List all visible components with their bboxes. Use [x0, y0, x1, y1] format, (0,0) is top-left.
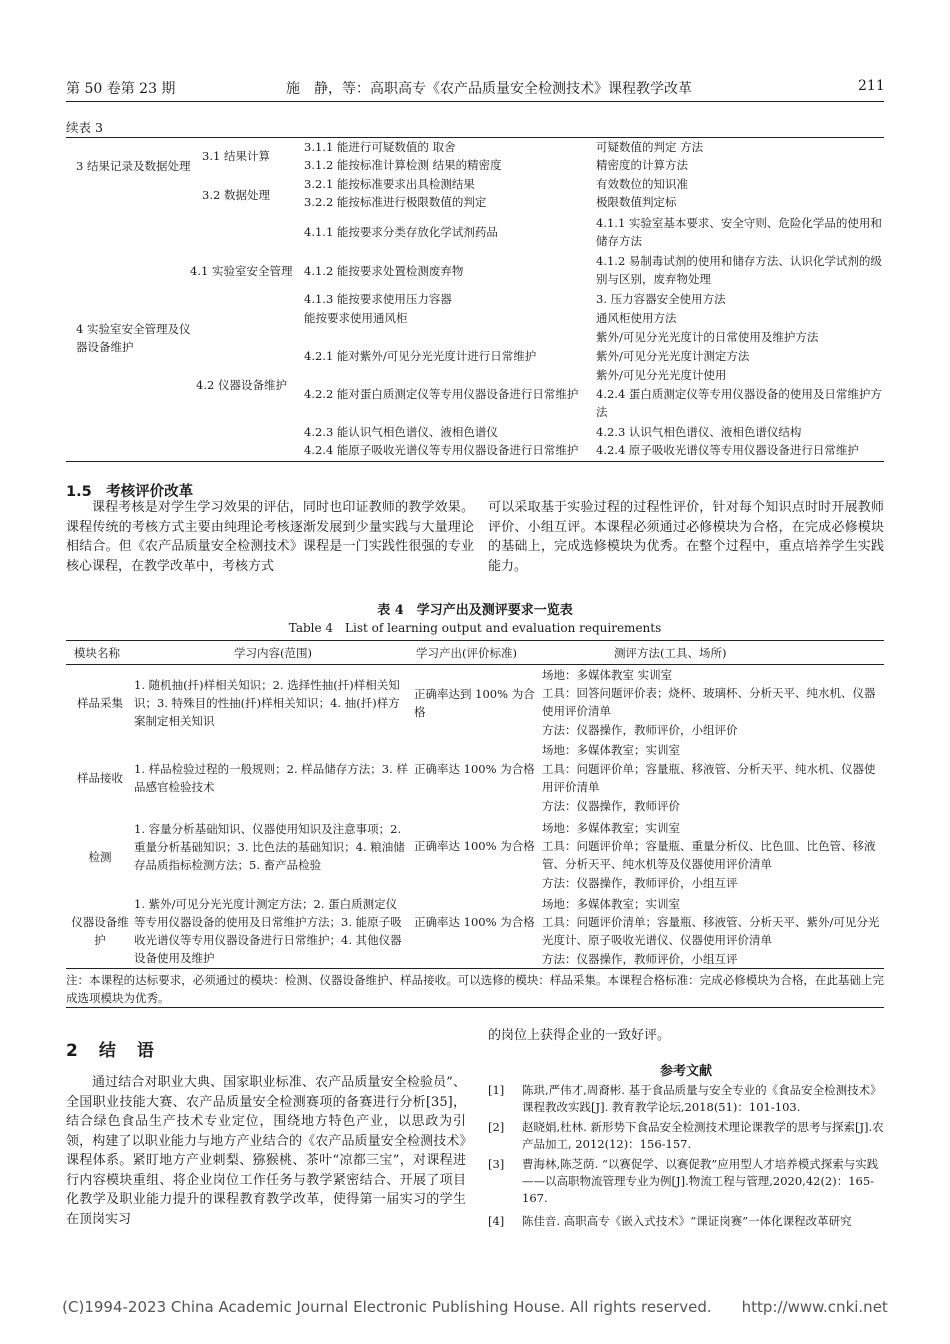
table4-header: 模块名称	[74, 646, 120, 660]
table3-req: 4.2.3 能认识气相色谱仪、液相色谱仪	[304, 425, 498, 439]
section-2-paragraph-right: 的岗位上获得企业的一致好评。	[488, 1028, 671, 1043]
table3-req: 3.1.1 能进行可疑数值的 取舍	[304, 140, 456, 154]
table3-req: 3.2.2 能按标准进行极限数值的判定	[304, 195, 487, 209]
table4-row-output: 正确率达 100% 为合格	[414, 839, 535, 853]
table4-body-rule	[66, 968, 884, 969]
reference-text: 赵晓娟,杜林. 新形势下食品安全检测技术理论课教学的思考与探索[J].农产品加工, 2012(12)：156-157.	[522, 1120, 884, 1151]
table4-row-output: 正确率达到 100% 为合格	[414, 687, 535, 719]
table3-know: 极限数值判定标	[596, 195, 677, 209]
table3-know: 精密度的计算方法	[596, 158, 688, 172]
reference-text: 曹海林,陈芝荫. “以赛促学、以赛促教”应用型人才培养模式探索与实践——以高职物流管理专业为例[J].物流工程与管理,2020,42(2)：165-167.	[522, 1157, 879, 1205]
table4-row-method-tools: 工具：问题评价清单；容量瓶、移液管、分析天平、紫外/可见分光光度计、原子吸收光谱仪、仪器使用评价清单	[542, 915, 880, 947]
table4-row-output: 正确率达 100% 为合格	[414, 915, 535, 929]
table3-bottom-rule	[66, 461, 884, 462]
section-heading-2: 2 结 语	[66, 1041, 156, 1061]
table4-row-output: 正确率达 100% 为合格	[414, 762, 535, 776]
table3-sub: 3.1 结果计算	[202, 149, 270, 163]
table4-row-method-place: 场地：多媒体教室；实训室	[542, 897, 680, 911]
table3-module: 3 结果记录及数据处理	[76, 159, 191, 173]
table4-row-method-way: 方法：仪器操作，教师评价	[542, 799, 680, 813]
section-1-5-paragraph-right: 可以采取基于实验过程的过程性评价，针对每个知识点时时开展教师评价、小组互评。本课程必须通过必修模块为合格，在完成必修模块的基础上，完成选修模块为优秀。在整个过程中，重点培养学生实践能力。	[488, 500, 884, 574]
table3-know: 3. 压力容器安全使用方法	[596, 292, 726, 306]
table4-row-method-way: 方法：仪器操作，教师评价，小组互评	[542, 876, 738, 890]
table3-module: 4 实验室安全管理及仪器设备维护	[76, 322, 191, 354]
reference-text: 陈珙,严伟才,周裔彬. 基于食品质量与安全专业的《食品安全检测技术》课程教改实践[J]. 教育教学论坛,2018(51)：101-103.	[522, 1083, 882, 1114]
section-2-paragraph-left: 通过结合对职业大典、国家职业标准、农产品质量安全检验员”、全国职业技能大赛、农产品质量安全检测赛项的备赛进行分析[35]，结合绿色食品生产技术专业定位，围绕地方特色产业，以思政为引领，构建了以职业能力与地方产业结合的《农产品质量安全检测技术》课程体系。紧盯地方产业刺梨、猕猴桃、茶叶“凉都三宝”，对课程进行内容模块重组、将企业岗位工作任务与教学紧密结合、开展了项目化教学及职业能力提升的课程教育教学改革，使得第一届实习的学生在顶岗实习	[66, 1075, 466, 1227]
table4-header-rule	[66, 664, 884, 665]
table4-row-method-way: 方法：仪器操作，教师评价，小组互评	[542, 952, 738, 966]
page-number: 211	[858, 78, 885, 94]
table3-know: 有效数位的知识准	[596, 177, 688, 191]
running-title: 施 静，等：高职高专《农产品质量安全检测技术》课程教学改革	[286, 81, 692, 97]
table3-top-rule	[66, 137, 884, 138]
table3-know: 紫外/可见分光光度计测定方法	[596, 349, 750, 363]
reference-number: [3]	[488, 1157, 505, 1171]
table3-req: 4.1.2 能按要求处置检测废弃物	[304, 264, 464, 278]
table3-req: 能按要求使用通风柜	[304, 311, 408, 325]
table4-row-content: 1. 样品检验过程的一般规则；2. 样品储存方法；3. 样品感官检验技术	[134, 762, 408, 794]
table3-know: 可疑数值的判定 方法	[596, 140, 704, 154]
table3-req: 4.2.4 能原子吸收光谱仪等专用仪器设备进行日常维护	[304, 443, 579, 457]
table4-row-method-place: 场地：多媒体教室 实训室	[542, 668, 673, 682]
table3-sub: 4.2 仪器设备维护	[196, 378, 287, 392]
references-heading: 参考文献	[659, 1064, 712, 1079]
reference-number: [2]	[488, 1120, 505, 1134]
reference-text: 陈佳音. 高职高专《嵌入式技术》“课证岗赛”一体化课程改革研究	[522, 1214, 852, 1228]
table4-row-method-place: 场地：多媒体教室；实训室	[542, 821, 680, 835]
table4-caption-en: Table 4 List of learning output and evaluation requirements	[288, 621, 662, 635]
table4-row-module: 检测	[88, 850, 112, 864]
table3-req: 4.1.3 能按要求使用压力容器	[304, 292, 452, 306]
table3-know: 4.1.1 实验室基本要求、安全守则、危险化学品的使用和储存方法	[596, 216, 882, 248]
table3-req: 3.2.1 能按标准要求出具检测结果	[304, 177, 475, 191]
table3-req: 3.1.2 能按标准计算检测 结果的精密度	[304, 158, 502, 172]
table3-know: 4.1.2 易制毒试剂的使用和储存方法、认识化学试剂的级别与区别，废弃物处理	[596, 254, 882, 286]
copyright-footer: (C)1994-2023 China Academic Journal Electronic Publishing House. All rights reserved. http://www.cnki.net	[62, 1298, 888, 1316]
table4-row-content: 1. 紫外/可见分光光度计测定方法；2. 蛋白质测定仪等专用仪器设备的使用及日常维护方法；3. 能原子吸收光谱仪等专用仪器设备进行日常维护；4. 其他仪器设备使用及维护	[134, 897, 402, 965]
table4-caption-cn: 表 4 学习产出及测评要求一览表	[377, 603, 573, 618]
header-rule	[66, 101, 884, 102]
table3-sub: 3.2 数据处理	[202, 188, 270, 202]
table3-know: 紫外/可见分光光度计的日常使用及维护方法	[596, 330, 819, 344]
table4-row-method-tools: 工具：问题评价单；容量瓶、重量分析仪、比色皿、比色管、移液管、分析天平、纯水机等及仪器使用评价清单	[542, 839, 876, 871]
section-heading-1-5: 1.5 考核评价改革	[66, 484, 194, 500]
reference-number: [4]	[488, 1214, 505, 1228]
table4-note: 注：本课程的达标要求，必须通过的模块：检测、仪器设备维护、样品接收。可以选修的模块：样品采集。本课程合格标准：完成必修模块为合格，在此基础上完成选项模块为优秀。	[66, 973, 884, 1005]
table4-row-method-place: 场地：多媒体教室；实训室	[542, 743, 680, 757]
table3-know: 4.2.3 认识气相色谱仪、液相色谱仪结构	[596, 425, 802, 439]
table4-row-module: 样品接收	[77, 771, 123, 785]
table3-know: 紫外/可见分光光度计使用	[596, 368, 727, 382]
table4-row-method-tools: 工具：问题评价单；容量瓶、移液管、分析天平、纯水机、仪器使用评价清单	[542, 762, 876, 794]
table3-continued-label: 续表 3	[66, 120, 103, 135]
table3-req: 4.2.1 能对紫外/可见分光光度计进行日常维护	[304, 349, 537, 363]
table3-sub: 4.1 实验室安全管理	[190, 264, 293, 278]
table3-req: 4.1.1 能按要求分类存放化学试剂药品	[304, 225, 498, 239]
table4-header: 学习内容(范围)	[234, 646, 312, 660]
table4-row-module: 仪器设备维护	[71, 915, 129, 947]
reference-number: [1]	[488, 1083, 505, 1097]
table4-row-method-way: 方法：仪器操作，教师评价，小组评价	[542, 723, 738, 737]
table4-row-content: 1. 随机抽(扦)样相关知识；2. 选择性抽(扦)样相关知识；3. 特殊目的性抽(扦)样相关知识；4. 抽(扦)样方案制定相关知识	[134, 678, 400, 728]
table3-know: 通风柜使用方法	[596, 311, 677, 325]
table4-row-method-tools: 工具：回答问题评价表；烧杯、玻璃杯、分析天平、纯水机、仪器使用评价清单	[542, 686, 876, 718]
section-1-5-paragraph-left: 课程考核是对学生学习效果的评估，同时也印证教师的教学效果。课程传统的考核方式主要由纯理论考核逐渐发展到少量实践与大量理论相结合。但《农产品质量安全检测技术》课程是一门实践性很强的专业核心课程，在教学改革中，考核方式	[66, 500, 474, 574]
table4-header: 测评方法(工具、场所)	[614, 646, 727, 660]
table3-req: 4.2.2 能对蛋白质测定仪等专用仪器设备进行日常维护	[304, 387, 579, 401]
table4-top-rule	[66, 640, 884, 641]
table4-bottom-rule	[66, 1007, 884, 1008]
table3-know: 4.2.4 原子吸收光谱仪等专用仪器设备进行日常维护	[596, 443, 859, 457]
table3-know: 4.2.4 蛋白质测定仪等专用仪器设备的使用及日常维护方法	[596, 387, 882, 419]
table4-header: 学习产出(评价标准)	[416, 646, 517, 660]
table4-row-content: 1. 容量分析基础知识、仪器使用知识及注意事项；2. 重量分析基础知识；3. 比色法的基础知识；4. 粮油储存品质指标检测方法；5. 畜产品检验	[134, 822, 405, 872]
table4-row-module: 样品采集	[77, 696, 123, 710]
journal-volume: 第 50 卷第 23 期	[66, 81, 176, 97]
